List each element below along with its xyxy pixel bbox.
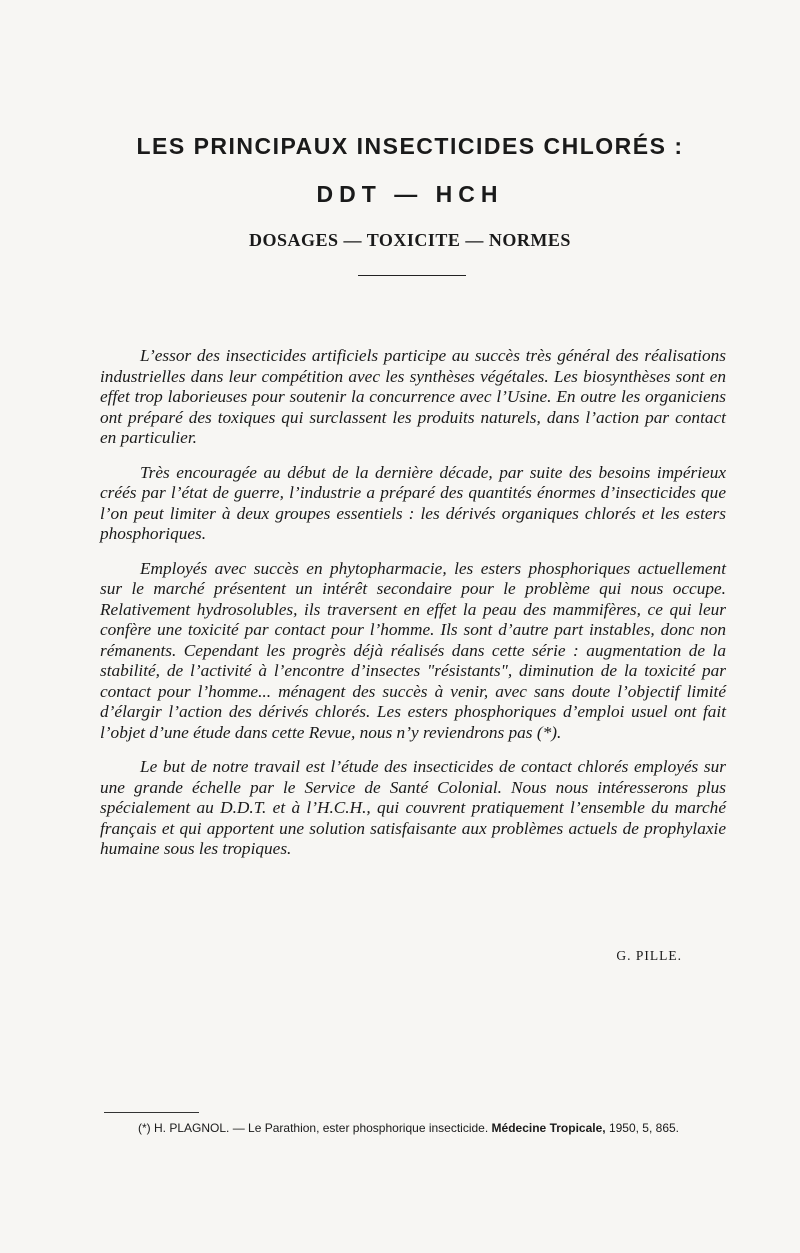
footnote-citation: 1950, 5, 865. <box>608 1121 679 1135</box>
author-signature: G. PILLE. <box>616 948 682 963</box>
article-title: LES PRINCIPAUX INSECTICIDES CHLORÉS : <box>136 133 684 159</box>
title-divider <box>358 275 466 276</box>
article-subtitle: DDT — HCH <box>316 181 504 207</box>
paragraph: Le but de notre travail est l’étude des insecticides de contact chlorés employés sur une grande échelle par le Service de Santé Colonial. Nous nous intéresserons plus spécialement au D.D.T. et à l’H.C.H., qui couvrent pratiquement l’ensemble du marché français et qui apportent une solution satisfaisante aux problèmes actuels de prophylaxie humaine sous les tropiques. <box>100 757 726 858</box>
paragraph: L’essor des insecticides artificiels participe au succès très général des réalisations industrielles dans leur compétition avec les synthèses végétales. Les biosynthèses sont en effet trop laborieuses pour soutenir la concurrence avec l’Usine. En outre les organiciens ont préparé des toxiques qui surclassent les produits naturels, dans l’action par contact en particulier. <box>100 346 726 447</box>
paragraph: Employés avec succès en phytopharmacie, les esters phosphoriques actuellement sur le marché présentent un intérêt secondaire pour le problème qui nous occupe. Relativement hydrosolubles, ils traversent en effet la peau des mammifères, ce qui leur confère une toxicité par contact pour l’homme. Ils sont d’autre part instables, donc non rémanents. Cependant les progrès déjà réalisés dans cette série : augmentation de la stabilité, de l’activité à l’encontre d’insectes "résistants", diminution de la toxicité par contact pour l’homme... ménagent des succès à venir, avec sans doute l’objectif limité d’élargir l’action des dérivés chlorés. Les esters phosphoriques d’emploi usuel ont fait l’objet d’une étude dans cette Revue, nous n’y reviendrons pas (*). <box>100 558 726 742</box>
article-section-heading: DOSAGES — TOXICITE — NORMES <box>249 230 571 250</box>
footnote <box>102 1120 726 1136</box>
footnote-journal: Médecine Tropicale, <box>491 1121 606 1135</box>
footnote-text: H. PLAGNOL. — Le Parathion, ester phosphorique insecticide. <box>154 1121 489 1135</box>
article-body <box>100 346 726 874</box>
footnote-divider <box>104 1112 199 1113</box>
footnote-marker: (*) <box>138 1121 151 1135</box>
paragraph: Très encouragée au début de la dernière décade, par suite des besoins impérieux créés par l’état de guerre, l’industrie a préparé des quantités énormes d’insecticides que l’on peut limiter à deux groupes essentiels : les dérivés organiques chlorés et les esters phosphoriques. <box>100 462 726 543</box>
